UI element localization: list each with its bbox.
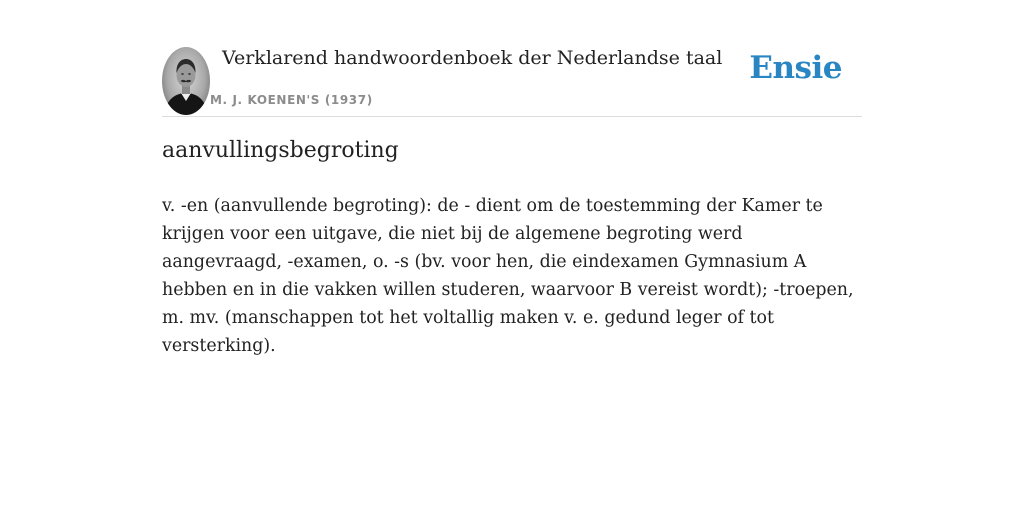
book-author: M. J. KOENEN'S (1937) [210,93,373,107]
book-title: Verklarend handwoordenboek der Nederlandse taal [222,47,723,69]
author-portrait-icon [162,47,210,115]
ensie-logo-link[interactable]: Ensie [749,50,842,86]
entry-title: aanvullingsbegroting [162,138,399,163]
entry-definition: v. -en (aanvullende begroting): de - dient om de toestemming der Kamer te krijgen voor een uitgave, die niet bij de algemene begroting werd aangevraagd, -examen, o. -s (bv. voor hen, die eindexamen Gymnasium A hebben en in die vakken willen studeren, waarvoor B vereist wordt); -troepen, m. mv. (manschappen tot het voltallig maken v. e. gedund leger of tot versterking). [162,196,854,356]
book-header [162,46,862,117]
